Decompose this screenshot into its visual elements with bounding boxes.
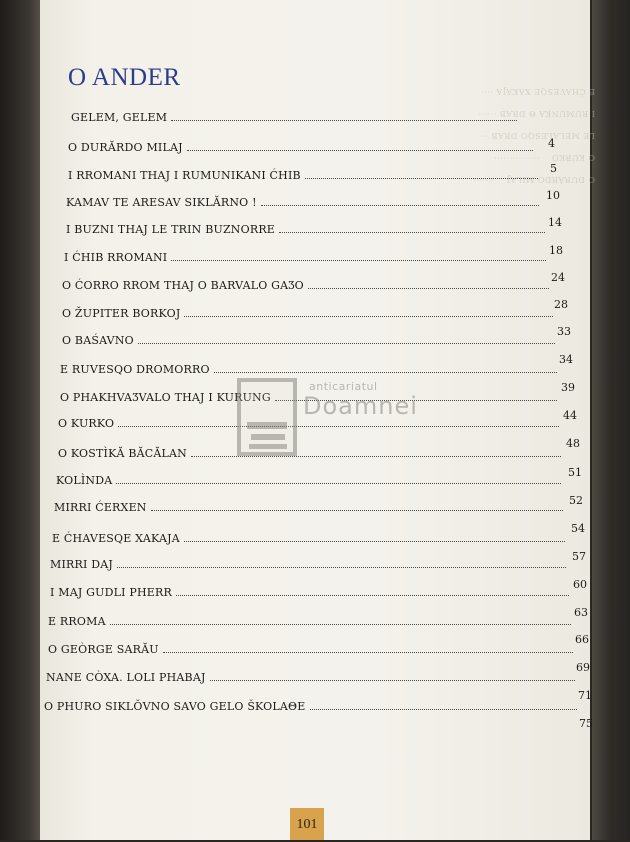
toc-entry [71,108,520,124]
toc-entry [64,248,549,264]
watermark-small-text: anticariatul [309,380,378,393]
dot-leader [214,372,557,373]
dot-leader [184,541,565,542]
page-number: 101 [290,808,324,840]
toc-entry [66,193,542,209]
dot-leader [308,288,549,289]
toc-entry-title: E RUVESQO DROMORRO [60,363,210,376]
dot-leader [138,343,555,344]
toc-entry [60,360,560,376]
toc-entry-title: KOLÌNDA [56,474,113,487]
toc-page-number: 18 [549,244,563,257]
toc-page-number: 44 [563,409,577,422]
toc-entry [46,668,578,684]
toc-entry [52,529,568,545]
toc-page-number: 39 [561,381,575,394]
toc-entry-title: O KOSTÌKĂ BĂCĂLAN [58,447,187,460]
toc-entry-title: O ŽUPITER BORKOJ [62,307,181,320]
toc-entry-title: O PHURO SIKLŎVNO SAVO GELO ŠKOLAΘE [44,700,306,713]
toc-page-number: 5 [550,162,557,175]
dot-leader [171,120,517,121]
book-gutter-shadow [0,0,42,840]
toc-page-number: 24 [551,271,565,284]
toc-entry [68,166,541,182]
toc-page-number: 71 [578,689,592,702]
toc-entry [44,697,580,713]
toc-page-number: 14 [548,216,562,229]
toc-page-number: 63 [574,606,588,619]
toc-entry [48,612,574,628]
toc-entry-title: E ĆHAVESQE XAKAJA [52,532,180,545]
toc-entry-title: O PHAKHVAƷVALO THAJ I KURUNG [60,391,271,404]
toc-entry [62,331,558,347]
toc-entry [50,555,569,571]
toc-entry-title: O KURKO [58,417,115,430]
bleed-through-text: O DURĂRDO MILAJ ······· O KURKO ··············· LE MELALESQO DRAB ··· I RUMUNKA Θ DRAB ······ E ĆHAVESQE XAKAJA ···· [472,87,595,184]
dot-leader [151,510,563,511]
toc-page-number: 10 [546,189,560,202]
toc-entry [66,220,548,236]
book-icon [237,378,297,456]
toc-entry-title: MIRRI DAJ [50,558,113,571]
dot-leader [110,624,571,625]
toc-entry [62,276,552,292]
toc-page-number: 54 [571,522,585,535]
dot-leader [210,680,575,681]
toc-entry-title: O DURĂRDO MILAJ [68,141,183,154]
toc-entry-title: I BUZNI THAJ LE TRIN BUZNORRE [66,223,276,236]
toc-page-number: 28 [554,298,568,311]
watermark-logo [237,378,418,458]
dot-leader [279,232,545,233]
dot-leader [184,316,553,317]
toc-entry-title: O BAŚAVNO [62,334,134,347]
toc-entry-title: I ĆHIB RROMANI [64,251,168,264]
toc-entry [50,583,572,599]
toc-entry-title: KAMAV TE ARESAV SIKLĂRNO ! [66,196,257,209]
toc-page-number: 52 [569,494,583,507]
toc-page-number: 33 [557,325,571,338]
toc-entry-title: I MAJ GUDLI PHERR [50,586,172,599]
dot-leader [171,260,546,261]
toc-page-number: 60 [573,578,587,591]
toc-entry-title: NANE CÒXA. LOLI PHABAJ [46,671,206,684]
toc-entry-title: GELEM, GELEM [71,111,168,124]
toc-page-number: 69 [576,661,590,674]
toc-entry [48,640,576,656]
book-edge-shadow [592,0,630,840]
toc-entry-title: MIRRI ĆERXEN [54,501,147,514]
dot-leader [176,595,569,596]
toc-entry-title: E RROMA [48,615,106,628]
watermark-big-text: Doamnei [303,392,418,420]
toc-entry [56,471,564,487]
toc-page-number: 51 [568,466,582,479]
dot-leader [163,652,573,653]
toc-page-number: 66 [575,633,589,646]
page-title: O ANDER [68,64,181,91]
dot-leader [187,150,533,151]
toc-page-number: 57 [572,550,586,563]
toc-entry-title: O GEÒRGE SARĂU [48,643,159,656]
dot-leader [261,205,539,206]
toc-entry [54,498,566,514]
toc-entry [68,138,536,154]
dot-leader [117,567,566,568]
toc-entry-title: O ĆORRO RROM THAJ O BARVALO GAƷO [62,279,304,292]
toc-entry-title: I RROMANI THAJ I RUMUNIKANI ĆHIB [68,169,301,182]
toc-page-number: 48 [566,437,580,450]
dot-leader [305,178,538,179]
dot-leader [116,483,561,484]
toc-page-number: 4 [548,137,555,150]
toc-entry [62,304,556,320]
dot-leader [310,709,578,710]
toc-page-number: 34 [559,353,573,366]
toc-page-number: 75 [579,717,593,730]
